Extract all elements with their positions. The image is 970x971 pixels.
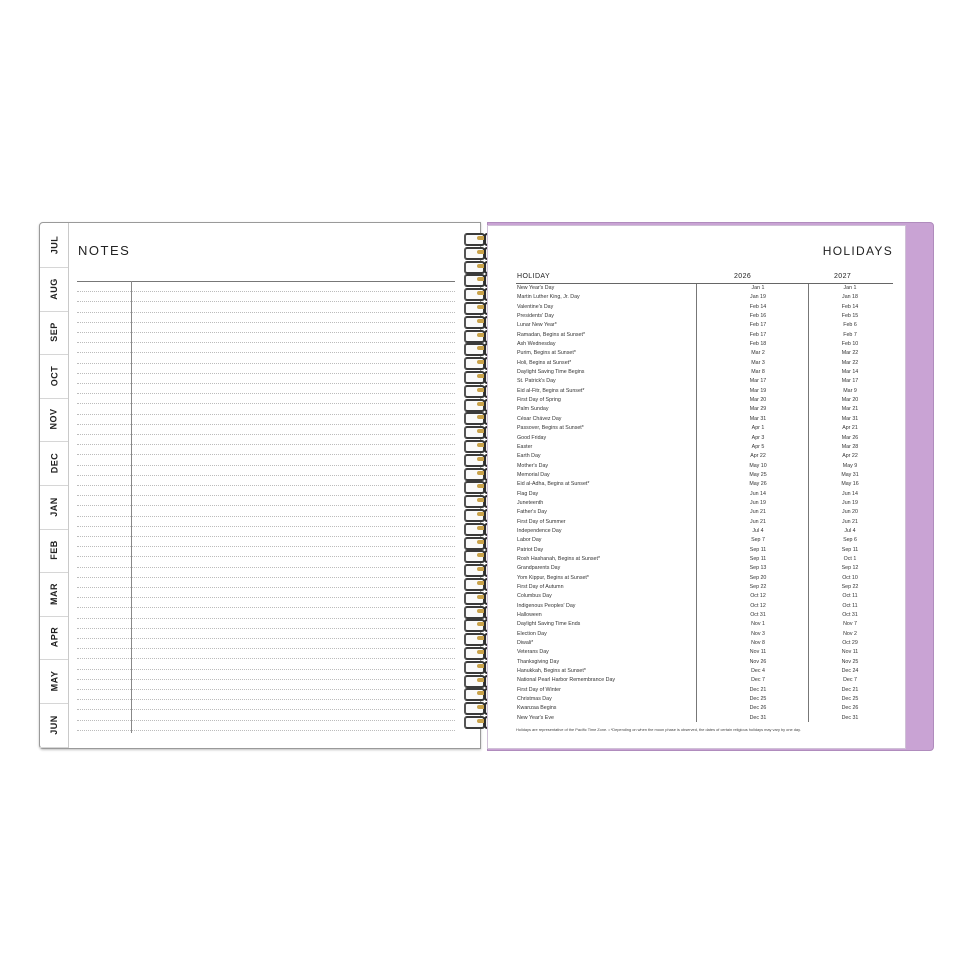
holiday-name: Ash Wednesday [517,341,556,348]
holiday-name: Father's Day [517,509,547,516]
holiday-date-2027: Oct 1 [843,555,857,562]
holiday-name: Veterans Day [517,649,549,656]
holiday-date-2026: Feb 16 [749,313,767,320]
month-tab-aug[interactable] [40,267,68,312]
note-line[interactable] [77,352,455,353]
holiday-date-2026: Jul 4 [752,527,764,534]
holiday-row [516,387,893,396]
holiday-date-2026: Dec 26 [749,705,767,712]
holiday-row [516,536,893,545]
holiday-name: Columbus Day [517,593,552,600]
holiday-date-2026: Mar 8 [751,369,765,376]
holiday-date-2026: May 26 [749,481,767,488]
note-line[interactable] [77,607,455,608]
month-tab-sep[interactable] [40,310,68,355]
holiday-date-2027: Nov 7 [843,621,857,628]
month-tab-label: MAY [49,670,59,692]
note-line[interactable] [77,679,455,680]
holiday-row [516,368,893,377]
holiday-date-2027: Jun 19 [842,499,858,506]
holiday-date-2026: Oct 12 [750,593,766,600]
holiday-date-2027: Nov 25 [841,658,859,665]
holiday-name: Rosh Hashanah, Begins at Sunset* [517,555,601,562]
holiday-name: Lunar New Year* [517,322,557,329]
holiday-date-2027: Dec 7 [843,677,857,684]
holiday-date-2026: Sep 7 [751,537,765,544]
month-tab-label: JAN [48,496,59,517]
month-tab-label: AUG [49,277,59,300]
holiday-date-2026: Dec 7 [751,677,765,684]
holiday-name: Indigenous Peoples' Day [517,602,576,609]
note-line[interactable] [77,628,455,629]
holiday-row [516,714,893,723]
holiday-row [516,648,893,657]
holiday-name: Palm Sunday [517,406,549,413]
note-line[interactable] [77,495,455,496]
holiday-name: Eid al-Fitr, Begins at Sunset* [517,387,585,394]
holiday-date-2027: May 9 [842,462,858,469]
note-line[interactable] [77,669,455,670]
month-tab-dec[interactable] [40,441,68,486]
holiday-date-2027: Oct 29 [842,640,858,647]
holiday-date-2027: Oct 10 [842,574,858,581]
month-tab-label: MAR [49,582,59,605]
holiday-row [516,592,893,601]
holiday-date-2027: Mar 31 [841,415,859,422]
holiday-table [516,284,893,723]
note-line[interactable] [77,526,455,527]
holiday-name: Christmas Day [517,696,552,703]
holiday-row [516,686,893,695]
holiday-date-2027: Mar 22 [841,359,859,366]
holiday-row [516,359,893,368]
holiday-name: Thanksgiving Day [517,658,560,665]
holiday-date-2027: Apr 21 [842,425,858,432]
month-tab-mar[interactable] [40,572,68,617]
note-line[interactable] [77,465,455,466]
holiday-date-2026: Jan 1 [751,285,765,291]
holiday-name: St. Patrick's Day [517,378,556,385]
note-line[interactable] [77,434,455,435]
holiday-name: Earth Day [517,453,541,460]
holiday-row [516,424,893,433]
holiday-name: Mother's Day [517,462,549,469]
holiday-row [516,321,893,330]
holiday-row [516,695,893,704]
holiday-date-2026: Feb 18 [749,341,767,348]
note-line[interactable] [77,638,455,639]
holiday-name: Martin Luther King, Jr. Day [517,294,580,301]
holiday-row [516,508,893,517]
holiday-date-2026: Sep 20 [749,574,767,581]
note-line[interactable] [77,577,455,578]
note-line[interactable] [77,342,455,343]
holidays-page [487,225,906,749]
holiday-date-2026: Mar 3 [751,359,765,366]
holiday-row [516,471,893,480]
note-line[interactable] [77,597,455,598]
holiday-date-2027: Jun 14 [842,490,858,497]
holiday-date-2026: Jun 14 [750,490,766,497]
holiday-row [516,555,893,564]
holiday-date-2027: Dec 24 [841,668,859,675]
holiday-date-2026: Dec 31 [749,714,767,721]
holiday-date-2026: Nov 26 [749,658,767,665]
holiday-date-2027: Nov 2 [843,630,857,637]
note-line[interactable] [77,312,455,313]
notes-header-rule [77,281,455,282]
note-line[interactable] [77,414,455,415]
holiday-date-2027: Mar 28 [841,443,859,450]
holiday-row [516,490,893,499]
holiday-row [516,284,893,293]
holiday-date-2027: Mar 26 [841,434,859,441]
note-line[interactable] [77,393,455,394]
month-tab-label: SEP [48,322,59,342]
note-line[interactable] [77,383,455,384]
note-line[interactable] [77,516,455,517]
holiday-date-2026: Oct 12 [750,602,766,609]
holiday-date-2026: Dec 21 [749,686,767,693]
note-line[interactable] [77,709,455,710]
month-tab-feb[interactable] [40,528,68,573]
holiday-date-2026: Mar 31 [749,415,767,422]
holiday-date-2027: Mar 14 [841,369,859,376]
holiday-row [516,303,893,312]
holiday-date-2026: Mar 19 [749,387,767,394]
notes-margin-line [131,281,132,733]
holiday-date-2026: May 25 [749,471,767,478]
holiday-date-2027: Sep 12 [841,565,859,572]
month-tab-label: NOV [48,408,59,430]
holiday-date-2026: Nov 11 [749,649,767,656]
holiday-date-2027: Feb 7 [843,331,857,338]
holiday-date-2026: Mar 29 [749,406,767,413]
note-line[interactable] [77,730,455,731]
note-line[interactable] [77,536,455,537]
holiday-row [516,704,893,713]
holiday-date-2026: Oct 31 [750,612,766,619]
holiday-date-2026: Jun 19 [750,499,766,506]
holiday-date-2027: Nov 11 [841,649,859,656]
holiday-name: Grandparents Day [517,565,561,572]
holiday-name: Holi, Begins at Sunset* [517,359,572,366]
month-tab-jul[interactable] [40,223,68,268]
note-line[interactable] [77,363,455,364]
holiday-name: Yom Kippur, Begins at Sunset* [517,574,589,581]
holiday-name: Hanukkah, Begins at Sunset* [517,668,586,675]
holiday-row [516,639,893,648]
holiday-name: First Day of Summer [517,518,566,525]
holiday-date-2027: Sep 22 [841,584,859,590]
note-line[interactable] [77,567,455,568]
holiday-row [516,574,893,583]
holiday-date-2026: Nov 1 [751,621,765,628]
holiday-date-2026: Apr 3 [751,434,765,441]
notes-title: NOTES [78,243,131,258]
holiday-date-2027: Mar 9 [843,387,857,394]
note-line[interactable] [77,444,455,445]
holiday-date-2027: Jan 1 [843,285,857,291]
holiday-row [516,518,893,527]
holiday-date-2027: Feb 15 [841,313,859,320]
holiday-date-2027: Sep 6 [843,537,857,544]
holiday-date-2027: May 16 [841,481,859,488]
note-line[interactable] [77,546,455,547]
holiday-name: Valentine's Day [517,303,554,310]
holiday-name: Diwali* [517,640,534,647]
holiday-date-2027: Oct 11 [842,593,858,600]
note-line[interactable] [77,424,455,425]
holiday-name: New Year's Day [517,285,555,291]
footnote: Holidays are representative of the Pacific Time Zone. • *Depending on when the moon phase is observed, the dates of certain religious holidays may vary by one day. [516,727,801,732]
holiday-date-2027: Mar 20 [841,397,859,404]
holiday-date-2027: Oct 31 [842,612,858,619]
holiday-name: Halloween [517,612,542,619]
holiday-name: First Day of Spring [517,397,561,404]
note-line[interactable] [77,556,455,557]
holiday-date-2027: Feb 6 [843,322,857,329]
holiday-name: Presidents' Day [517,313,554,320]
note-line[interactable] [77,301,455,302]
holiday-date-2027: Feb 10 [841,341,859,348]
holiday-date-2026: Apr 1 [751,425,765,432]
holiday-row [516,611,893,620]
holiday-row [516,415,893,424]
holiday-date-2026: Dec 4 [751,668,765,675]
note-line[interactable] [77,658,455,659]
holiday-name: Juneteenth [517,499,544,506]
note-line[interactable] [77,454,455,455]
holiday-row [516,499,893,508]
holiday-date-2027: Dec 31 [841,714,859,721]
holiday-row [516,396,893,405]
holiday-row [516,462,893,471]
month-tab-label: FEB [49,540,59,560]
holiday-row [516,667,893,676]
holiday-date-2026: Mar 20 [749,397,767,404]
holiday-date-2027: May 31 [841,471,859,478]
note-line[interactable] [77,648,455,649]
holiday-name: Election Day [517,630,547,637]
holiday-date-2027: Dec 26 [841,705,859,712]
holiday-name: First Day of Autumn [517,584,564,590]
month-tab-label: JUL [48,235,59,255]
holiday-row [516,377,893,386]
holiday-date-2026: Jun 21 [750,518,766,525]
holidays-title: HOLIDAYS [822,244,893,258]
holiday-row [516,434,893,443]
holiday-name: First Day of Winter [517,686,561,693]
holiday-date-2026: Feb 14 [749,303,767,310]
month-tab-strip [40,223,69,748]
holiday-row [516,602,893,611]
note-line[interactable] [77,587,455,588]
holiday-row [516,620,893,629]
holiday-row [516,349,893,358]
holiday-date-2027: Mar 22 [841,350,859,357]
holiday-date-2026: Apr 22 [750,453,766,460]
holiday-date-2027: Jan 18 [842,294,858,301]
holiday-name: Kwanzaa Begins [517,705,557,712]
holiday-date-2027: Feb 14 [841,303,859,310]
month-tab-label: DEC [48,452,59,474]
holiday-name: Memorial Day [517,471,550,478]
holiday-date-2027: Mar 17 [841,378,859,385]
holiday-name: Easter [517,443,533,450]
note-line[interactable] [77,322,455,323]
holiday-name: Passover, Begins at Sunset* [517,425,584,432]
column-header-2026: 2026 [734,273,752,280]
holiday-date-2027: Sep 11 [841,546,859,553]
note-line[interactable] [77,689,455,690]
holiday-date-2026: Jun 21 [750,509,766,516]
note-line[interactable] [77,332,455,333]
holiday-date-2026: Sep 11 [749,546,767,553]
holiday-date-2027: Dec 25 [841,696,859,703]
holiday-row [516,293,893,302]
holiday-date-2027: Apr 22 [842,453,858,460]
holiday-name: Eid al-Adha, Begins at Sunset* [517,481,590,488]
holiday-row [516,405,893,414]
holiday-row [516,480,893,489]
holiday-date-2026: Jan 19 [750,294,766,301]
holiday-row [516,658,893,667]
holiday-date-2027: Jul 4 [844,527,856,534]
note-line[interactable] [77,373,455,374]
holiday-date-2026: Sep 22 [749,584,767,590]
holiday-date-2027: Mar 21 [841,406,859,413]
holiday-date-2026: May 10 [749,462,767,469]
holiday-row [516,546,893,555]
note-line[interactable] [77,720,455,721]
month-tab-oct[interactable] [40,354,68,399]
holiday-name: Purim, Begins at Sunset* [517,350,576,357]
holiday-row [516,676,893,685]
note-line[interactable] [77,699,455,700]
holiday-name: Patriot Day [517,546,544,553]
month-tab-label: JUN [48,714,59,735]
column-header-2027: 2027 [834,273,852,280]
holiday-row [516,630,893,639]
holiday-date-2027: Oct 11 [842,602,858,609]
holiday-date-2027: Jun 20 [842,509,858,516]
month-tab-jun[interactable] [40,703,68,748]
month-tab-jan[interactable] [40,485,68,530]
note-line[interactable] [77,485,455,486]
holiday-row [516,340,893,349]
holiday-row [516,527,893,536]
holiday-name: Daylight Saving Time Begins [517,369,585,376]
note-line[interactable] [77,475,455,476]
holiday-row [516,452,893,461]
holiday-date-2026: Dec 25 [749,696,767,703]
holiday-row [516,564,893,573]
month-tab-may[interactable] [40,659,68,704]
note-line[interactable] [77,505,455,506]
holiday-name: National Pearl Harbor Remembrance Day [517,677,616,684]
holiday-name: Independence Day [517,527,562,534]
note-line[interactable] [77,618,455,619]
holiday-date-2026: Feb 17 [749,331,767,338]
holiday-date-2026: Nov 3 [751,630,765,637]
holiday-date-2026: Apr 5 [751,443,765,450]
holiday-name: Flag Day [517,490,539,497]
holiday-date-2026: Mar 2 [751,350,765,357]
holiday-name: Daylight Saving Time Ends [517,621,581,628]
holiday-date-2027: Dec 21 [841,686,859,693]
column-header-holiday: HOLIDAY [517,273,551,280]
holiday-row [516,331,893,340]
holiday-date-2027: Jun 21 [842,518,858,525]
holiday-date-2026: Sep 11 [749,555,767,562]
holiday-name: Labor Day [517,537,542,544]
month-tab-nov[interactable] [40,397,68,442]
holiday-name: Good Friday [517,434,547,441]
holiday-date-2026: Mar 17 [749,378,767,385]
month-tab-label: APR [48,627,59,648]
holiday-name: César Chávez Day [517,415,562,422]
holiday-date-2026: Nov 8 [751,640,765,647]
holiday-name: New Year's Eve [517,714,554,721]
note-line[interactable] [77,403,455,404]
note-line[interactable] [77,291,455,292]
month-tab-label: OCT [49,365,59,387]
notes-page [39,222,481,749]
holiday-date-2026: Feb 17 [749,322,767,329]
holiday-name: Ramadan, Begins at Sunset* [517,331,586,338]
holiday-row [516,443,893,452]
holiday-date-2026: Sep 13 [749,565,767,572]
month-tab-apr[interactable] [40,615,68,660]
holiday-row [516,583,893,592]
holiday-row [516,312,893,321]
